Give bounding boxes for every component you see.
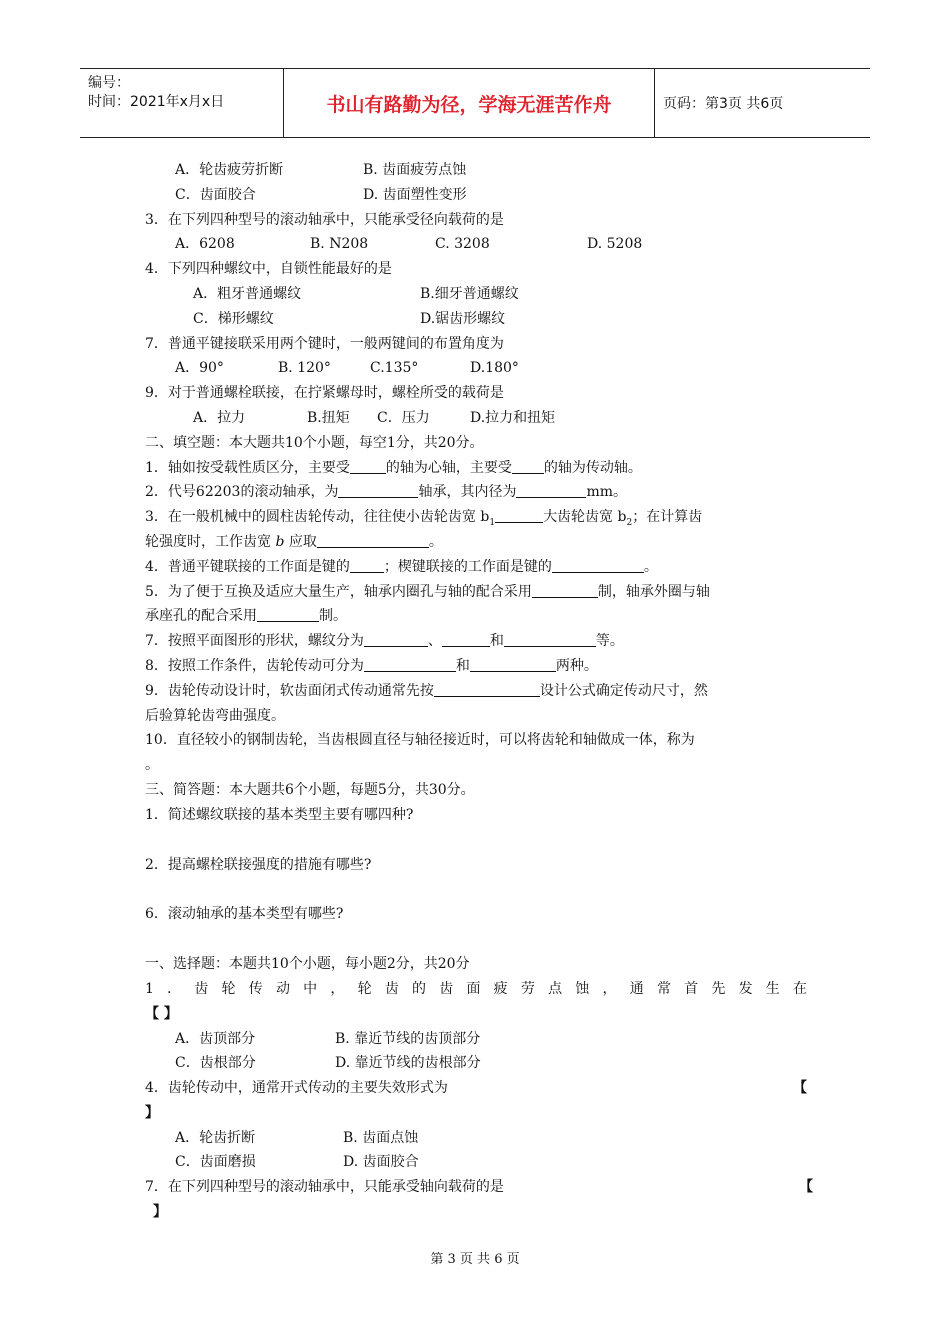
fill-question [145,629,807,654]
option-line [145,183,807,208]
text: 两种。 [555,657,598,674]
question-line [145,1175,813,1200]
option-line [145,356,807,381]
answer-bracket: 【 [799,1179,813,1196]
option-text: C．齿面胶合 [175,186,256,203]
motto: 书山有路勤为径，学海无涯苦作舟 [284,69,655,137]
option-line [145,1027,807,1052]
text: 7．在下列四种型号的滚动轴承中，只能承受轴向载荷的是 [145,1179,504,1196]
option-text: B. 齿面点蚀 [343,1129,419,1146]
blank[interactable] [552,556,644,573]
answer-bracket: 【 [793,1080,807,1097]
text: ；在计算齿 [632,509,703,526]
option-text: D.拉力和扭矩 [470,409,556,426]
variable: b [275,533,285,550]
fill-question [145,480,807,505]
text: 。 [643,558,658,575]
question-line [145,1076,807,1101]
fill-question [145,456,807,481]
fill-question [145,654,807,679]
option-text: C.135° [370,360,419,377]
time-label: 时间：2021年x月x日 [88,94,225,110]
fill-question [145,580,807,605]
text: 制，轴承外圈与轴 [597,583,710,600]
option-text: B. 120° [278,360,331,377]
section-heading: 三、简答题：本大题共6个小题，每题5分，共30分。 [145,781,475,798]
text: 7．按照平面图形的形状，螺纹分为 [145,633,364,650]
option-text: D. 齿面塑性变形 [363,186,467,203]
fill-question [145,505,807,530]
question-line: 1．齿轮传动中，轮齿的齿面疲劳点蚀，通常首先发生在 [145,980,807,997]
text: ；楔键联接的工作面是键的 [383,558,552,575]
blank[interactable] [516,481,586,498]
blank[interactable] [364,630,428,647]
text: 2．代号62203的滚动轴承，为 [145,484,339,501]
short-question: 6．滚动轴承的基本类型有哪些? [145,906,344,923]
text: 5．为了便于互换及适应大量生产，轴承内圈孔与轴的配合采用 [145,583,532,600]
question-line: 7．普通平键接联采用两个键时，一般两键间的布置角度为 [145,335,504,352]
blank[interactable] [512,457,544,474]
text: 承座孔的配合采用 [145,608,257,625]
option-text: A．粗牙普通螺纹 [193,285,302,302]
short-question: 1．简述螺纹联接的基本类型主要有哪四种? [145,806,414,823]
text: 等。 [595,633,624,650]
section-heading: 二、填空题：本大题共10个小题，每空1分，共20分。 [145,434,484,451]
fill-question [145,679,807,704]
option-line [145,232,807,257]
option-line [145,158,807,183]
option-text: C. 3208 [435,236,490,253]
subscript: 1 [489,517,496,528]
option-line [145,307,807,332]
option-text: D. 5208 [587,236,643,253]
option-text: C．梯形螺纹 [193,310,274,327]
text: 1．轴如按受载性质区分，主要受 [145,459,350,476]
text: 的轴为传动轴。 [543,459,642,476]
fill-question-continued [145,604,807,629]
option-text: A．90° [175,360,224,377]
option-text: B.扭矩 [307,409,350,426]
option-text: B. 齿面疲劳点蚀 [363,162,467,178]
text: 轮强度时，工作齿宽 [145,533,271,550]
option-line [145,1150,807,1175]
fill-question: 10．直径较小的钢制齿轮，当齿根圆直径与轴径接近时，可以将齿轮和轴做成一体，称为 [145,732,695,749]
blank[interactable] [495,506,543,523]
option-text: D.180° [470,360,519,377]
fill-question-continued: 后验算轮齿弯曲强度。 [145,707,285,724]
blank[interactable] [317,531,429,548]
option-text: A．齿顶部分 [175,1030,256,1047]
option-text: B. N208 [310,236,369,253]
option-text: C．齿面磨损 [175,1154,256,1171]
answer-bracket: 【 】 [145,1005,178,1022]
fill-question [145,555,807,580]
text: 的轴为心轴，主要受 [385,459,512,476]
option-text: A．拉力 [193,409,246,426]
answer-bracket: 】 [145,1104,159,1121]
text: 4．普通平键联接的工作面是键的 [145,558,350,575]
section-heading: 一、选择题：本题共10个小题，每小题2分，共20分 [145,956,470,973]
text: mm。 [586,484,628,501]
blank[interactable] [470,655,556,672]
option-text: C．压力 [377,409,430,426]
blank[interactable] [257,605,319,622]
blank[interactable] [350,457,386,474]
text: 大齿轮齿宽 b [543,509,627,526]
text: 4．齿轮传动中，通常开式传动的主要失效形式为 [145,1080,448,1097]
text: 应取 [288,533,317,550]
option-text: A．轮齿疲劳折断 [175,162,284,178]
short-question: 2．提高螺栓联接强度的措施有哪些? [145,856,372,873]
question-line: 9．对于普通螺栓联接，在拧紧螺母时，螺栓所受的载荷是 [145,385,504,402]
blank[interactable] [434,680,540,697]
option-text: B. 靠近节线的齿顶部分 [335,1030,481,1047]
text: 轴承，其内径为 [418,484,517,501]
page-footer: 第 3 页 共 6 页 [430,1252,520,1267]
text: 和 [455,657,470,674]
option-text: A．6208 [175,236,235,253]
option-line [145,1051,807,1076]
option-text: A．轮齿折断 [175,1129,256,1146]
text: 。 [428,533,443,550]
page-info: 页码：第3页 共6页 [663,96,784,112]
question-line: 3．在下列四种型号的滚动轴承中，只能承受径向载荷的是 [145,211,504,228]
text: 9．齿轮传动设计时，软齿面闭式传动通常先按 [145,682,434,699]
blank[interactable] [442,630,490,647]
option-text: D.锯齿形螺纹 [420,310,506,327]
blank[interactable] [532,581,598,598]
option-line [145,1126,807,1151]
subscript: 2 [626,517,633,528]
document-body [145,158,813,1225]
option-text: C．齿根部分 [175,1055,256,1072]
header-meta [80,69,284,137]
option-text: D. 齿面胶合 [343,1154,419,1171]
page-header [80,68,870,138]
option-text: B.细牙普通螺纹 [420,285,519,302]
fill-question-continued [145,530,807,555]
text: 和 [489,633,504,650]
text: 、 [427,633,442,650]
question-line: 4．下列四种螺纹中，自锁性能最好的是 [145,261,392,278]
blank[interactable] [338,481,418,498]
number-label: 编号： [88,75,130,91]
blank[interactable] [350,556,384,573]
blank[interactable] [504,630,596,647]
fill-question-continued: 。 [145,757,159,774]
option-line [145,406,807,431]
text: 设计公式确定传动尺寸，然 [539,682,708,699]
text: 制。 [319,608,347,625]
text: 8．按照工作条件，齿轮传动可分为 [145,657,364,674]
option-line [145,282,807,307]
text: 3．在一般机械中的圆柱齿轮传动，往往使小齿轮齿宽 b [145,509,490,526]
option-text: D. 靠近节线的齿根部分 [335,1055,481,1072]
blank[interactable] [364,655,456,672]
answer-bracket: 】 [153,1204,167,1221]
